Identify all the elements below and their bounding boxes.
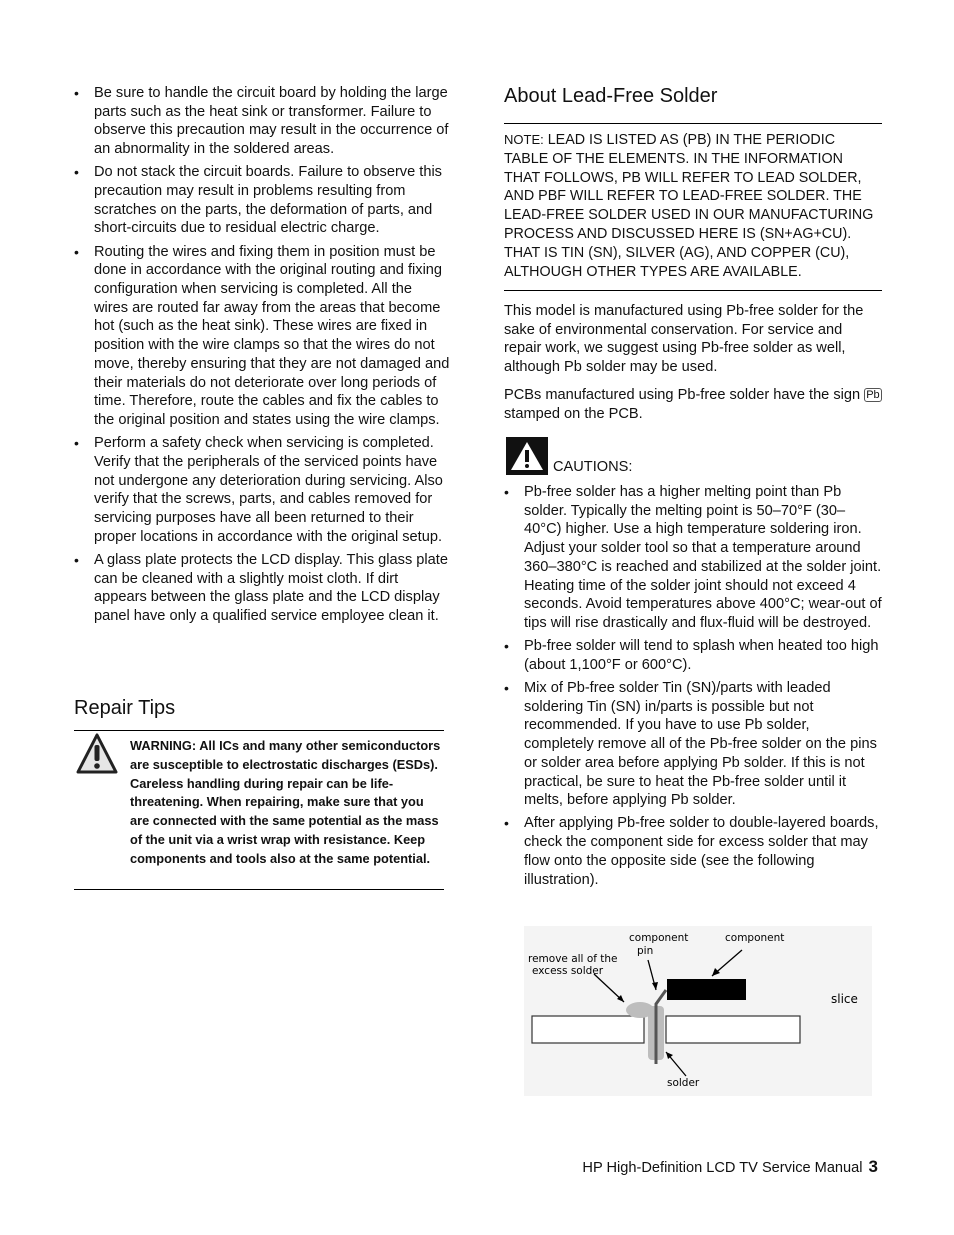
warning-text: WARNING: All ICs and many other semiconductors are susceptible to electrostatic discharges (ESDs). Careless handling during repair can be life-threatening. When repairing, make sure that you are connected with the same potential as the mass of the unit via a wrist wrap with resistance. Keep components and tools also at the same potential. <box>130 738 441 866</box>
label-pin-1: component <box>629 932 689 944</box>
note-label: NOTE: <box>504 132 544 147</box>
list-item: • After applying Pb-free solder to double-layered boards, check the component side for excess solder that may flow onto the opposite side (see the following illustration). <box>504 814 882 889</box>
list-item: • A glass plate protects the LCD display. This glass plate can be cleaned with a slightly moist cloth. If dirt appears between the glass plate and the LCD display panel have only a qualified service employee clean it. <box>74 551 450 626</box>
page-number: 3 <box>868 1157 878 1176</box>
note-text <box>504 131 880 281</box>
solder-illustration <box>524 926 872 1096</box>
diagram-background <box>524 926 872 1096</box>
cautions-list <box>504 483 882 889</box>
warning-triangle-icon <box>76 732 118 776</box>
component-block <box>667 979 746 1000</box>
para2-text-after: stamped on the PCB. <box>504 405 643 422</box>
lead-free-paragraph-2 <box>504 386 882 423</box>
list-item: • Pb-free solder has a higher melting point than Pb solder. Typically the melting point is 50–70°F (30–40°C) higher. Use a high temperature soldering iron. Adjust your solder tool so that a temperature around 360–380°C is reached and stabilized at the solder joint. Heating time of the solder joint should not exceed 4 seconds. Avoid temperatures above 400°C; wear-out of tips will rise drastically and flux-fluid will be destroyed. <box>504 483 882 633</box>
list-item: • Routing the wires and fixing them in position must be done in accordance with the original routing and fixing configuration when servicing is completed. All the wires are routed far away from the areas that become hot (such as the heat sink). These wires are fixed in position with the wire clamps so that the wires do not move, thereby ensuring that they are not damaged and their materials do not deteriorate over long periods of time. Therefore, route the cables and fix the cables to the original position and states using the wire clamps. <box>74 243 450 430</box>
label-component: component <box>725 932 785 944</box>
list-item: • Pb-free solder will tend to splash when heated too high (about 1,100°F or 600°C). <box>504 637 882 674</box>
label-solder: solder <box>667 1077 700 1089</box>
list-item: • Perform a safety check when servicing is completed. Verify that the peripherals of the serviced points have not undergone any deterioration during servicing. Also verify that the screws, parts, and cables removed for servicing purposes have all been returned to their proper locations in accordance with the original setup. <box>74 434 450 546</box>
left-bullet-list <box>74 84 450 626</box>
cautions-label: CAUTIONS: <box>553 459 633 475</box>
cautions-list-container <box>504 483 882 894</box>
footer-title: HP High-Definition LCD TV Service Manual <box>582 1160 863 1176</box>
label-remove-1: remove all of the <box>528 953 618 965</box>
warning-box <box>74 730 444 890</box>
lead-free-heading: About Lead-Free Solder <box>504 85 718 107</box>
pb-free-sign-icon: Pb <box>866 389 880 401</box>
caution-icon <box>506 437 548 475</box>
lead-free-paragraph-1: This model is manufactured using Pb-free solder for the sake of environmental conservation. For service and repair work, we suggest using Pb-free solder as well, although Pb solder may be used. <box>504 303 864 376</box>
note-box <box>504 123 882 291</box>
board-right <box>666 1016 800 1043</box>
repair-tips-heading: Repair Tips <box>74 697 176 719</box>
label-pin-2: pin <box>637 945 654 957</box>
page-footer <box>582 1157 878 1177</box>
board-left <box>532 1016 644 1043</box>
list-item: • Mix of Pb-free solder Tin (SN)/parts with leaded soldering Tin (SN) in/parts is possible but not recommended. If you have to use Pb solder, completely remove all of the Pb-free solder on the pins or solder area before applying Pb solder. If this is not practical, be sure to heat the Pb-free solder until it melts, before applying Pb solder. <box>504 679 882 810</box>
para2-text-before: PCBs manufactured using Pb-free solder have the sign <box>504 387 861 403</box>
label-slice: slice <box>831 992 858 1006</box>
list-item: • Do not stack the circuit boards. Failure to observe this precaution may result in problems resulting from scratches on the parts, the deformation of parts, and short-circuits due to residual electric charge. <box>74 163 450 238</box>
note-body: LEAD IS LISTED AS (PB) IN THE PERIODIC TABLE OF THE ELEMENTS. IN THE INFORMATION THAT FOLLOWS, PB WILL REFER TO LEAD SOLDER, AND PBF WILL REFER TO LEAD-FREE SOLDER. THE LEAD-FREE SOLDER USED IN OUR MANUFACTURING PROCESS AND DISCUSSED HERE IS (SN+AG+CU). THAT IS TIN (SN), SILVER (AG), AND COPPER (CU), ALTHOUGH OTHER TYPES ARE AVAILABLE. <box>504 132 874 280</box>
left-bullet-list-container <box>74 84 450 630</box>
label-remove-2: excess solder <box>532 965 604 977</box>
list-item: • Be sure to handle the circuit board by holding the large parts such as the heat sink or transformer. Failure to observe this precaution may result in the occurrence of an abnormality in the soldered areas. <box>74 84 450 159</box>
